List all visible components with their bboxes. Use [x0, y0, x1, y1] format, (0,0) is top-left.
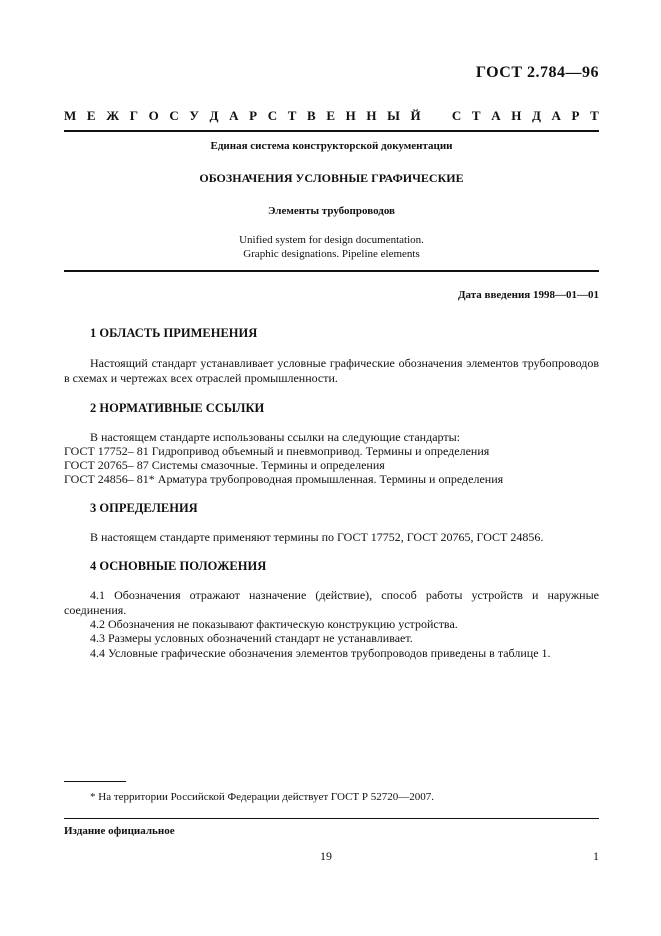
- banner-letter: Н: [345, 108, 356, 123]
- reference-gost-20765: ГОСТ 20765– 87 Системы смазочные. Термины и определения: [64, 458, 385, 472]
- english-title-line-1: Unified system for design documentation.: [239, 234, 424, 246]
- banner-letter: А: [551, 108, 561, 123]
- banner-letter: М: [64, 108, 77, 123]
- introduction-date: Дата введения 1998—01—01: [457, 289, 599, 301]
- banner-letter: Т: [471, 108, 481, 123]
- page-number-center: 19: [320, 849, 332, 863]
- banner-letter: Н: [366, 108, 377, 123]
- title-rule: [64, 270, 599, 272]
- reference-gost-17752: ГОСТ 17752– 81 Гидропривод объемный и пневмопривод. Термины и определения: [64, 444, 490, 458]
- banner-letter: В: [307, 108, 316, 123]
- banner-letter: С: [451, 108, 462, 123]
- main-title: ОБОЗНАЧЕНИЯ УСЛОВНЫЕ ГРАФИЧЕСКИЕ: [199, 171, 464, 185]
- banner-letter: Г: [129, 108, 138, 123]
- section-3-text: В настоящем стандарте применяют термины по ГОСТ 17752, ГОСТ 20765, ГОСТ 24856.: [90, 530, 544, 544]
- banner-letter: Н: [511, 108, 522, 123]
- section-4-heading: 4 ОСНОВНЫЕ ПОЛОЖЕНИЯ: [90, 559, 267, 573]
- banner-letter: А: [229, 108, 239, 123]
- banner-gap: [431, 108, 441, 124]
- banner-letter: У: [189, 108, 199, 123]
- footnote-rule: [64, 781, 126, 782]
- section-2-heading: 2 НОРМАТИВНЫЕ ССЫЛКИ: [90, 401, 265, 415]
- banner-letter: О: [148, 108, 159, 123]
- banner-letter: Е: [86, 108, 96, 123]
- standard-code: ГОСТ 2.784—96: [475, 64, 599, 81]
- section-3-heading: 3 ОПРЕДЕЛЕНИЯ: [90, 501, 198, 515]
- banner-letter: Д: [531, 108, 541, 123]
- banner-letter: Й: [410, 108, 421, 123]
- reference-gost-24856: ГОСТ 24856– 81* Арматура трубопроводная промышленная. Термины и определения: [64, 472, 504, 486]
- section-4-item-3: 4.3 Размеры условных обозначений стандарт не устанавливает.: [90, 631, 413, 645]
- system-name: Единая система конструкторской документации: [210, 140, 453, 152]
- subtitle: Элементы трубопроводов: [267, 205, 395, 217]
- footer-rule: [64, 818, 599, 819]
- section-1-text: Настоящий стандарт устанавливает условные графические обозначения элементов трубопроводов в схемах и чертежах всех отраслей промышленности.: [64, 356, 599, 385]
- official-edition-label: Издание официальное: [64, 825, 175, 837]
- footnote: * На территории Российской Федерации действует ГОСТ Р 52720—2007.: [90, 791, 435, 803]
- banner-letter: А: [491, 108, 501, 123]
- interstate-standard-banner: [64, 108, 599, 124]
- banner-letter: Р: [249, 108, 258, 123]
- section-1-heading: 1 ОБЛАСТЬ ПРИМЕНЕНИЯ: [90, 326, 258, 340]
- banner-letter: С: [267, 108, 278, 123]
- section-4-item-1: 4.1 Обозначения отражают назначение (действие), способ работы устройств и наружные соединения.: [64, 588, 599, 617]
- banner-letter: Т: [590, 108, 599, 123]
- banner-letter: Т: [287, 108, 297, 123]
- section-4-item-4: 4.4 Условные графические обозначения элементов трубопроводов приведены в таблице 1.: [90, 646, 551, 660]
- section-4-item-2: 4.2 Обозначения не показывают фактическую конструкцию устройства.: [90, 617, 458, 631]
- banner-letter: Д: [209, 108, 219, 123]
- section-2-intro: В настоящем стандарте использованы ссылки на следующие стандарты:: [90, 430, 461, 444]
- banner-letter: Р: [571, 108, 580, 123]
- banner-letter: Ы: [387, 108, 400, 123]
- page-number-right: 1: [593, 849, 599, 863]
- banner-letter: Ж: [106, 108, 120, 123]
- banner-letter: Е: [326, 108, 335, 123]
- header-rule: [64, 130, 599, 132]
- english-title-line-2: Graphic designations. Pipeline elements: [243, 248, 420, 260]
- banner-letter: С: [169, 108, 179, 123]
